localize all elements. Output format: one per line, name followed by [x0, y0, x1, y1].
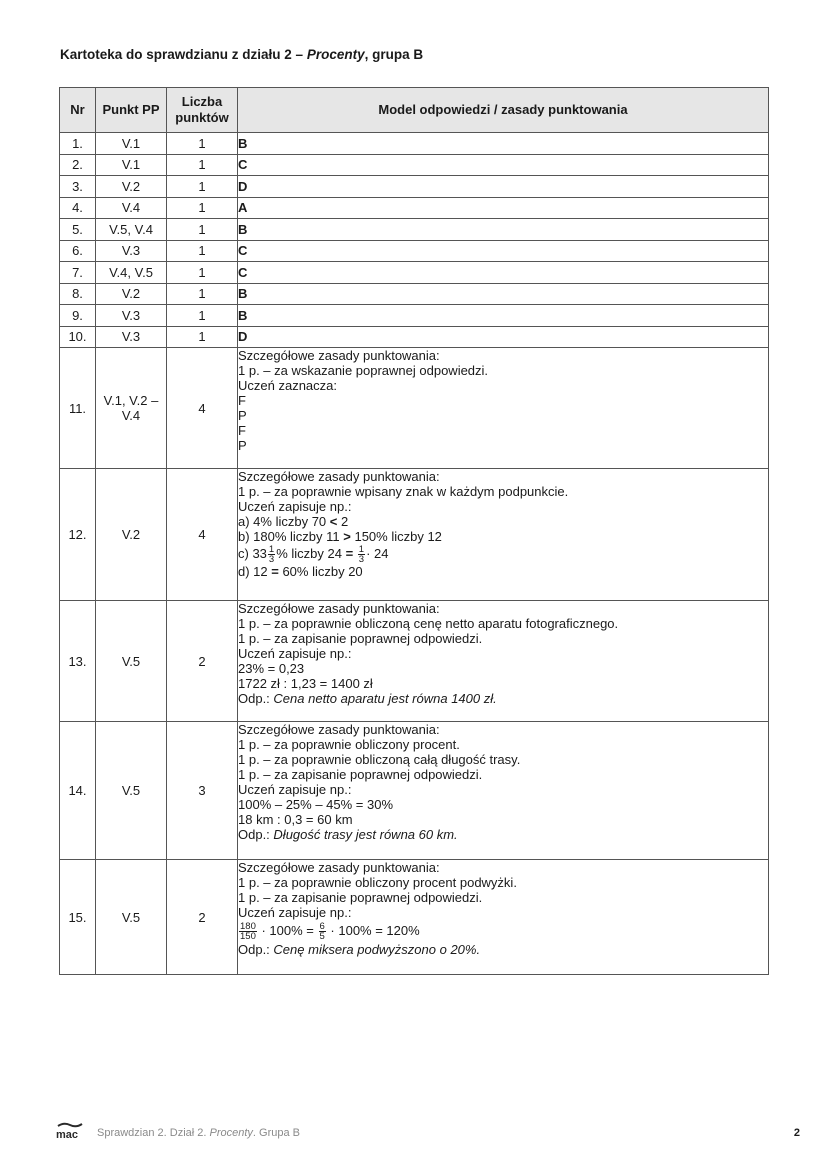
- fraction: $\frac{1}{3}$: [268, 544, 275, 566]
- row-answer: D: [238, 326, 769, 348]
- row-nr: 4.: [60, 197, 96, 219]
- row-model: Szczegółowe zasady punktowania: 1 p. – za wskazanie poprawnej odpowiedzi. Uczeń zaznacza: F P F P: [238, 348, 769, 469]
- row-punkt-pp: V.5: [96, 601, 167, 722]
- row-points: 1: [167, 240, 238, 262]
- col-model: Model odpowiedzi / zasady punktowania: [238, 88, 769, 133]
- table-row: [60, 197, 769, 219]
- row-punkt-pp: V.1: [96, 154, 167, 176]
- document-title: Kartoteka do sprawdzianu z działu 2 – Procenty, grupa B: [60, 47, 424, 62]
- row-punkt-pp: V.2: [96, 176, 167, 198]
- row-punkt-pp: V.2: [96, 283, 167, 305]
- row-nr: 12.: [60, 469, 96, 601]
- table-row: [60, 305, 769, 327]
- table-row: [60, 262, 769, 284]
- page-footer: [55, 1121, 800, 1145]
- row-model: Szczegółowe zasady punktowania: 1 p. – za poprawnie obliczony procent podwyżki. 1 p. – za zapisanie poprawnej odpowiedzi. Uczeń zapisuje np.: $\frac{180}{150}$ · 100% = $\frac{6}{5}$ · 100% = 120% Odp.: Cenę miksera podwyższono o 20%.: [238, 860, 769, 975]
- row-answer: C: [238, 240, 769, 262]
- table-row: [60, 154, 769, 176]
- table-row: [60, 348, 769, 469]
- row-nr: 5.: [60, 219, 96, 241]
- row-points: 1: [167, 326, 238, 348]
- table-row: [60, 176, 769, 198]
- row-punkt-pp: V.3: [96, 240, 167, 262]
- row-nr: 8.: [60, 283, 96, 305]
- table-header-row: [60, 88, 769, 133]
- row-answer: D: [238, 176, 769, 198]
- row-points: 1: [167, 219, 238, 241]
- row-answer: B: [238, 283, 769, 305]
- row-points: 1: [167, 283, 238, 305]
- table-row: [60, 601, 769, 722]
- table-row: [60, 326, 769, 348]
- row-punkt-pp: V.3: [96, 326, 167, 348]
- svg-text:mac: mac: [56, 1129, 79, 1141]
- row-model: Szczegółowe zasady punktowania: 1 p. – za poprawnie wpisany znak w każdym podpunkcie. Uczeń zapisuje np.: a) 4% liczby 70 < 2 b) 180% liczby 11 > 150% liczby 12 c) 33 $\frac{1}{3}$ % liczby 24 = $\frac{1}{3}$ · 24 d) 12 = 60% liczby 20: [238, 469, 769, 601]
- row-punkt-pp: V.4: [96, 197, 167, 219]
- row-nr: 13.: [60, 601, 96, 722]
- fraction: $\frac{6}{5}$: [319, 921, 325, 943]
- col-punkt-pp: Punkt PP: [96, 88, 167, 133]
- table-row: [60, 219, 769, 241]
- table-row: [60, 133, 769, 155]
- row-answer: A: [238, 197, 769, 219]
- page-number: 2: [793, 1127, 800, 1139]
- table-row: [60, 240, 769, 262]
- row-answer: C: [238, 262, 769, 284]
- row-points: 4: [167, 469, 238, 601]
- row-punkt-pp: V.1, V.2 – V.4: [96, 348, 167, 469]
- row-points: 4: [167, 348, 238, 469]
- row-nr: 9.: [60, 305, 96, 327]
- row-nr: 15.: [60, 860, 96, 975]
- row-punkt-pp: V.5, V.4: [96, 219, 167, 241]
- row-punkt-pp: V.1: [96, 133, 167, 155]
- row-points: 1: [167, 305, 238, 327]
- row-answer: B: [238, 133, 769, 155]
- row-nr: 7.: [60, 262, 96, 284]
- row-points: 1: [167, 262, 238, 284]
- row-nr: 11.: [60, 348, 96, 469]
- row-nr: 3.: [60, 176, 96, 198]
- table-row: [60, 722, 769, 860]
- row-punkt-pp: V.3: [96, 305, 167, 327]
- row-punkt-pp: V.4, V.5: [96, 262, 167, 284]
- col-liczba-punktow: Liczba punktów: [167, 88, 238, 133]
- table-row: [60, 283, 769, 305]
- footer-text: Sprawdzian 2. Dział 2. Procenty. Grupa B: [97, 1127, 300, 1139]
- row-nr: 10.: [60, 326, 96, 348]
- row-model: Szczegółowe zasady punktowania: 1 p. – za poprawnie obliczoną cenę netto aparatu fotograficznego. 1 p. – za zapisanie poprawnej odpowiedzi. Uczeń zapisuje np.: 23% = 0,23 1722 zł : 1,23 = 1400 zł Odp.: Cena netto aparatu jest równa 1400 zł.: [238, 601, 769, 722]
- row-answer: C: [238, 154, 769, 176]
- row-nr: 1.: [60, 133, 96, 155]
- answer-key-table: [59, 87, 769, 975]
- fraction: $\frac{1}{3}$: [358, 544, 365, 566]
- table-row: [60, 860, 769, 975]
- row-points: 1: [167, 197, 238, 219]
- row-punkt-pp: V.5: [96, 722, 167, 860]
- row-points: 2: [167, 860, 238, 975]
- row-points: 1: [167, 133, 238, 155]
- row-points: 3: [167, 722, 238, 860]
- row-nr: 6.: [60, 240, 96, 262]
- table-row: [60, 469, 769, 601]
- row-answer: B: [238, 219, 769, 241]
- row-answer: B: [238, 305, 769, 327]
- mac-logo-icon: [55, 1121, 85, 1143]
- row-nr: 14.: [60, 722, 96, 860]
- col-nr: Nr: [60, 88, 96, 133]
- row-points: 1: [167, 154, 238, 176]
- row-nr: 2.: [60, 154, 96, 176]
- row-points: 1: [167, 176, 238, 198]
- row-model: Szczegółowe zasady punktowania: 1 p. – za poprawnie obliczony procent. 1 p. – za poprawnie obliczoną całą długość trasy. 1 p. – za zapisanie poprawnej odpowiedzi. Uczeń zapisuje np.: 100% – 25% – 45% = 30% 18 km : 0,3 = 60 km Odp.: Długość trasy jest równa 60 km.: [238, 722, 769, 860]
- row-punkt-pp: V.5: [96, 860, 167, 975]
- fraction: $\frac{180}{150}$: [240, 921, 256, 943]
- row-punkt-pp: V.2: [96, 469, 167, 601]
- row-points: 2: [167, 601, 238, 722]
